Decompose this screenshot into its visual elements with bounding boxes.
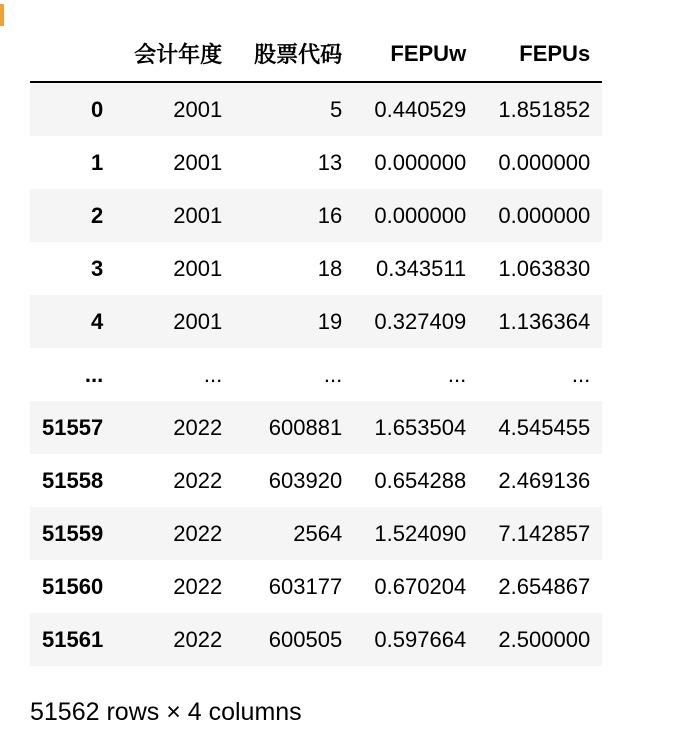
cell-fepuw: 1.524090 [374,520,467,546]
row-index: 1 [90,149,104,175]
cell-fepus: ... [571,361,591,387]
cell-fepus: 4.545455 [498,414,591,440]
cell-stock-code: 16 [317,202,343,228]
cell-fepuw: 0.000000 [374,202,467,228]
row-index: ... [84,361,104,387]
row-index: 2 [90,202,104,228]
table-row [30,189,602,242]
cell-year: 2001 [173,308,223,334]
cell-stock-code: 5 [329,96,343,122]
cell-stock-code: 2564 [293,520,343,546]
cell-fepus: 0.000000 [498,202,591,228]
cell-fepus: 2.469136 [498,467,591,493]
table-body [30,82,602,666]
cell-fepuw: 0.343511 [376,255,467,281]
table-row [30,348,602,401]
cell-fepuw: 0.670204 [374,573,467,599]
table-row [30,454,602,507]
cell-fepus: 0.000000 [498,149,591,175]
cell-stock-code: 603920 [268,467,343,493]
cell-year: 2022 [173,414,223,440]
cell-year: ... [203,361,223,387]
cell-fepus: 7.142857 [498,520,591,546]
table-row [30,560,602,613]
cell-stock-code: 13 [317,149,343,175]
row-index: 51559 [42,520,104,546]
cell-year: 2022 [173,626,223,652]
cell-fepuw: 0.000000 [374,149,467,175]
cell-year: 2022 [173,573,223,599]
cell-year: 2001 [173,255,223,281]
column-header-stock-code: 股票代码 [234,26,354,82]
table-row [30,507,602,560]
row-index: 51557 [42,414,104,440]
cell-stock-code: 600881 [268,414,343,440]
table-row [30,613,602,666]
table-header [30,26,602,82]
cell-fepuw: 1.653504 [374,414,467,440]
column-header-fepus: FEPUs [478,26,602,82]
row-index: 51560 [42,573,104,599]
cell-fepuw: ... [447,361,467,387]
header-row [30,26,602,82]
cell-fepus: 1.063830 [498,255,591,281]
cell-fepus: 1.136364 [498,308,591,334]
dataframe-shape-text: 51562 rows × 4 columns [30,698,302,726]
cell-fepus: 1.851852 [498,96,591,122]
table-row [30,242,602,295]
row-index: 51558 [42,467,104,493]
cell-year: 2001 [173,202,223,228]
table-row [30,82,602,136]
column-header-fepuw: FEPUw [354,26,478,82]
cell-stock-code: 18 [317,255,343,281]
cell-year: 2022 [173,520,223,546]
column-header-year: 会计年度 [115,26,234,82]
cell-fepuw: 0.654288 [374,467,467,493]
row-index: 0 [90,96,104,122]
dataframe-container [30,26,602,666]
row-index: 51561 [42,626,104,652]
cell-stock-code: 19 [317,308,343,334]
cell-stock-code: 600505 [268,626,343,652]
cell-fepus: 2.654867 [498,573,591,599]
cell-year: 2001 [173,149,223,175]
row-index: 3 [90,255,104,281]
cell-fepuw: 0.597664 [374,626,467,652]
cell-fepus: 2.500000 [498,626,591,652]
cell-fepuw: 0.440529 [374,96,467,122]
table-row [30,136,602,189]
cell-stock-code: 603177 [268,573,343,599]
dataframe-table [30,26,602,666]
cell-year: 2001 [173,96,223,122]
cell-fepuw: 0.327409 [374,308,467,334]
table-row [30,401,602,454]
cell-stock-code: ... [323,361,343,387]
row-index: 4 [90,308,104,334]
index-header [30,26,115,82]
cell-year: 2022 [173,467,223,493]
table-row [30,295,602,348]
output-prompt-marker [0,4,4,26]
